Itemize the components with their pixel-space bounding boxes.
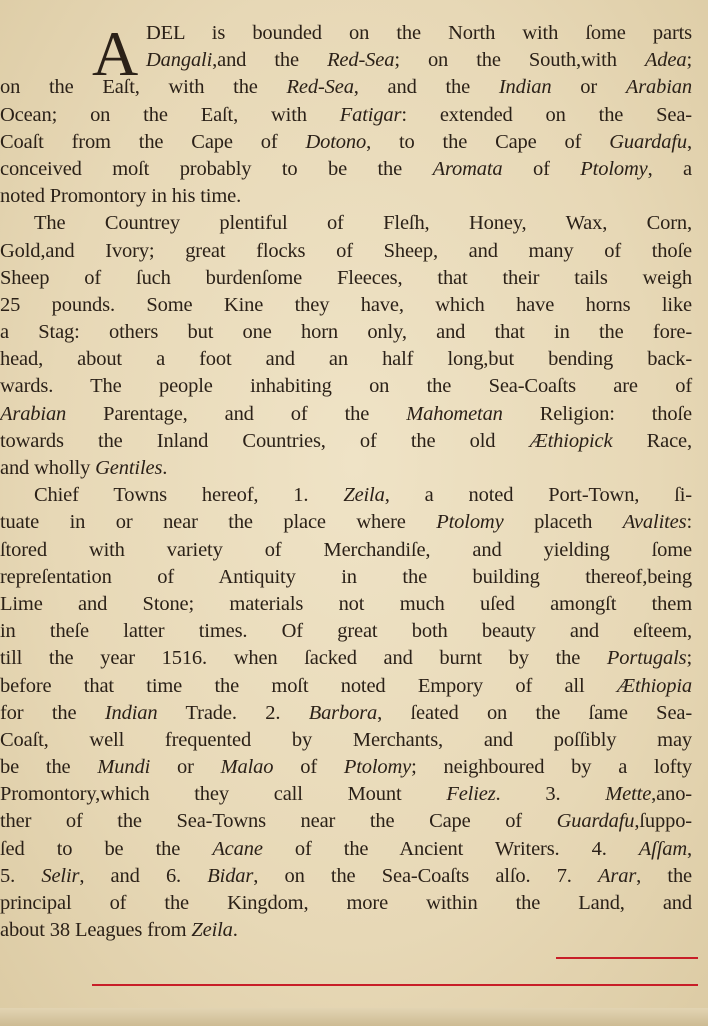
- text-line: towards the Inland Countries, of the old Æthiopick Race,: [0, 429, 692, 452]
- text-line: before that time the moſt noted Empory of all Æthiopia: [0, 674, 692, 697]
- text-line: till the year 1516. when ſacked and burnt by the Portugals;: [0, 647, 692, 670]
- text-line: Dangali,and the Red-Sea; on the South,with Adea;: [146, 49, 692, 72]
- drop-cap: A: [92, 18, 139, 89]
- text-line: and wholly Gentiles.: [0, 457, 168, 479]
- page-text: [0, 20, 693, 944]
- text-line: Sheep of ſuch burdenſome Fleeces, that their tails weigh: [0, 266, 692, 289]
- text-line: Ocean; on the Eaſt, with Fatigar: extended on the Sea-: [0, 103, 692, 126]
- red-underline-1: [556, 957, 698, 959]
- text-line: noted Promontory in his time.: [0, 185, 242, 208]
- text-line: Promontory,which they call Mount Feliez. 3. Mette,ano-: [0, 783, 692, 806]
- text-line: 5. Selir, and 6. Bidar, on the Sea-Coaſts alſo. 7. Arar, the: [0, 864, 692, 887]
- page-bottom-shadow: [0, 1008, 708, 1026]
- text-line: Coaſt, well frequented by Merchants, and poſſibly may: [0, 728, 692, 751]
- text-line: be the Mundi or Malao of Ptolomy; neighboured by a lofty: [0, 756, 692, 779]
- text-line: ſtored with variety of Merchandiſe, and yielding ſome: [0, 538, 692, 561]
- text-line: wards. The people inhabiting on the Sea-Coaſts are of: [0, 375, 692, 398]
- text-line: conceived moſt probably to be the Aromata of Ptolomy, a: [0, 157, 692, 180]
- text-line: tuate in or near the place where Ptolomy placeth Avalites:: [0, 511, 692, 534]
- text-line: Chief Towns hereof, 1. Zeila, a noted Port-Town, ſi-: [34, 484, 692, 507]
- text-line: on the Eaſt, with the Red-Sea, and the Indian or Arabian: [0, 76, 692, 99]
- text-line: head, about a foot and an half long,but bending back-: [0, 348, 692, 371]
- text-line: Gold,and Ivory; great flocks of Sheep, and many of thoſe: [0, 239, 692, 262]
- text-line: in theſe latter times. Of great both beauty and eſteem,: [0, 620, 692, 643]
- text-line: for the Indian Trade. 2. Barbora, ſeated on the ſame Sea-: [0, 701, 693, 724]
- text-line: about 38 Leagues from Zeila.: [0, 919, 238, 942]
- text-line: a Stag: others but one horn only, and that in the fore-: [0, 321, 692, 344]
- text-line: Lime and Stone; materials not much uſed amongſt them: [0, 592, 692, 615]
- text-line: The Countrey plentiful of Fleſh, Honey, Wax, Corn,: [34, 212, 692, 235]
- text-line: ther of the Sea-Towns near the Cape of Guardafu,ſuppo-: [0, 810, 692, 833]
- text-line: 25 pounds. Some Kine they have, which have horns like: [0, 293, 692, 316]
- text-line: Arabian Parentage, and of the Mahometan Religion: thoſe: [0, 402, 692, 425]
- text-line: ſed to be the Acane of the Ancient Writers. 4. Aſſam,: [0, 837, 692, 860]
- text-line: principal of the Kingdom, more within the Land, and: [0, 892, 692, 914]
- text-line: Coaſt from the Cape of Dotono, to the Cape of Guardafu,: [0, 130, 692, 153]
- text-line: DEL is bounded on the North with ſome parts: [146, 22, 692, 44]
- red-underline-2: [92, 984, 698, 986]
- text-line: repreſentation of Antiquity in the building thereof,being: [0, 565, 692, 588]
